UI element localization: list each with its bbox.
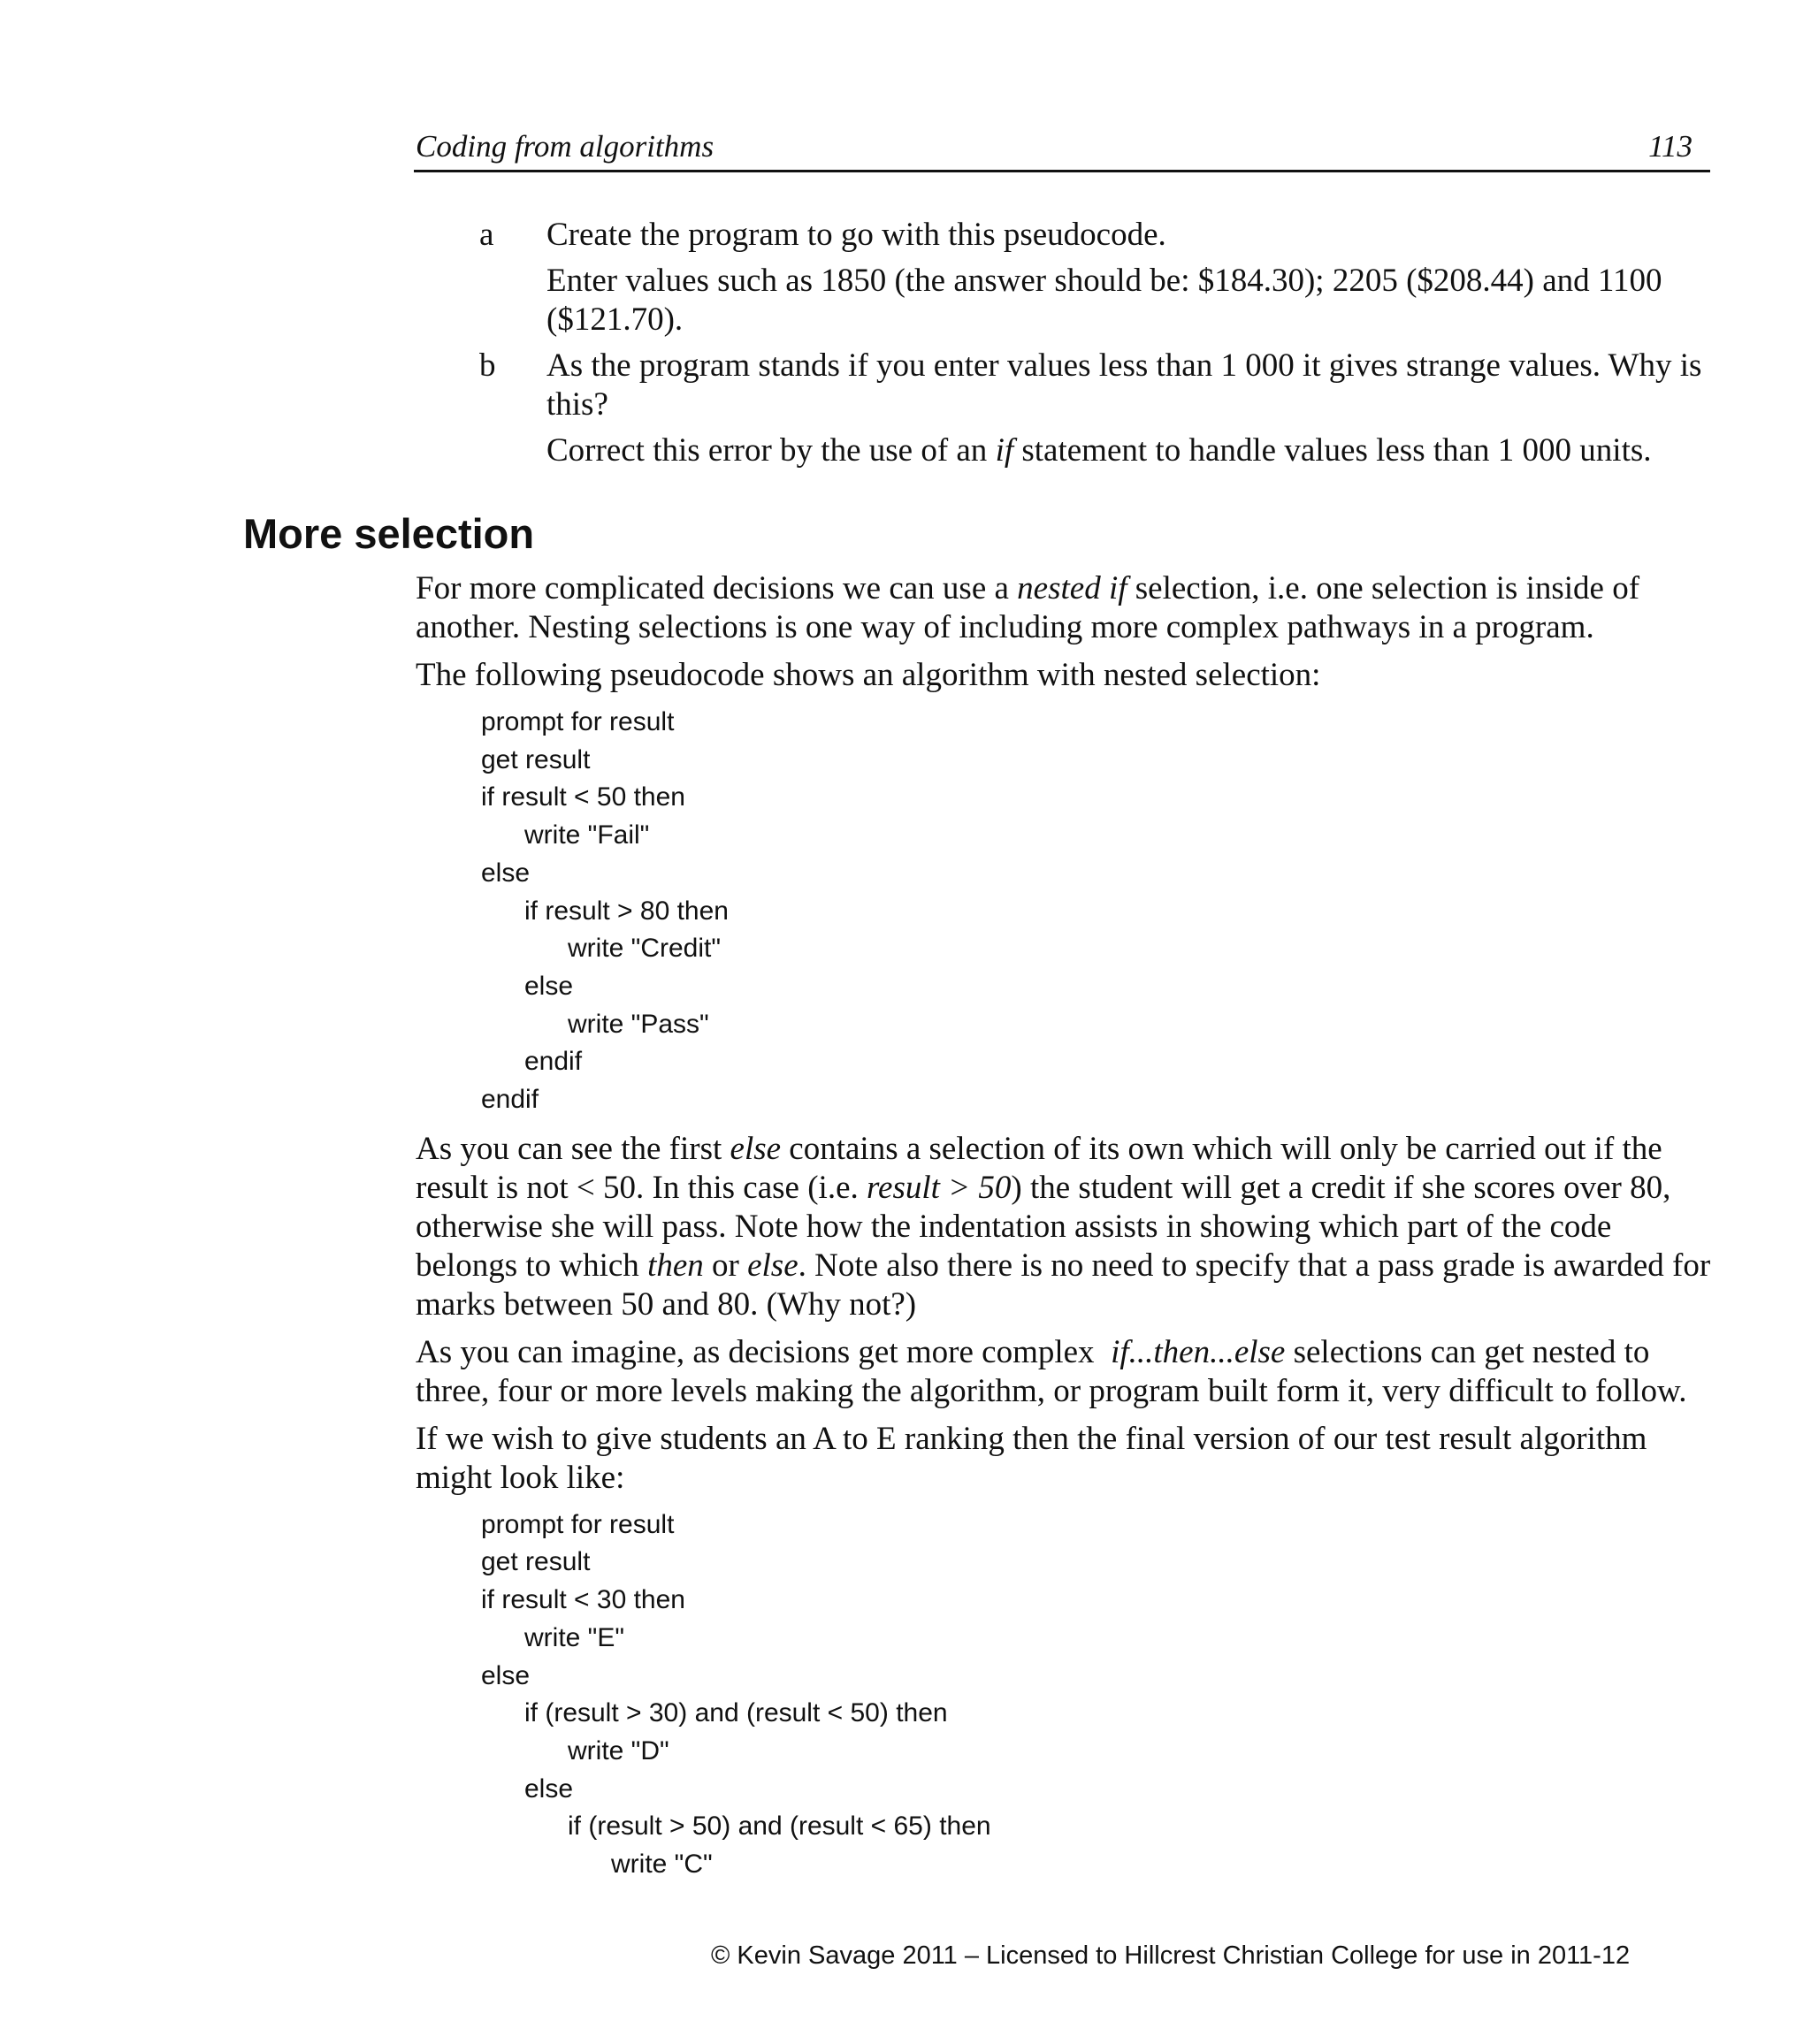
code-line: get result: [481, 1547, 591, 1577]
code-line: get result: [481, 744, 591, 774]
item-text: As the program stands if you enter values less than 1 000 it gives strange values. Why is this?: [546, 347, 1702, 423]
code-line: write "D": [568, 1735, 669, 1766]
paragraph: For more complicated decisions we can use a nested if selection, i.e. one selection is inside of another. Nesting selections is one way of including more complex pathways in a program.: [416, 570, 1640, 645]
code-line: prompt for result: [481, 707, 675, 736]
code-line: write "Credit": [568, 934, 721, 964]
code-line: write "E": [524, 1622, 624, 1652]
pseudocode-block-2: [481, 1506, 1715, 1884]
code-line: else: [481, 1660, 531, 1690]
item-letter: a: [479, 217, 494, 253]
code-line: if result < 30 then: [481, 1585, 685, 1615]
copyright-footer: © Kevin Savage 2011 – Licensed to Hillcrest Christian College for use in 2011-12: [711, 1941, 1631, 1970]
code-line: write "Pass": [568, 1009, 709, 1039]
item-letter: b: [479, 347, 496, 384]
code-line: if (result > 30) and (result < 50) then: [524, 1698, 948, 1728]
exercise-item-b: [479, 347, 1717, 470]
code-line: else: [481, 858, 531, 888]
code-line: write "Fail": [524, 820, 650, 850]
code-line: prompt for result: [481, 1509, 675, 1539]
section-body: [416, 569, 1715, 1895]
paragraph: As you can see the first else contains a selection of its own which will only be carried out if the result is not < 50. In this case (i.e. result > 50) the student will get a credit if she scores over 80, otherwise she will pass. Note how the indentation assists in showing which part of the code belongs to which then or else. Note also there is no need to specify that a pass grade is awarded for marks between 50 and 80. (Why not?): [416, 1130, 1711, 1323]
code-line: else: [524, 1773, 574, 1804]
page-number: 113: [1648, 129, 1693, 164]
exercise-list: [479, 216, 1717, 477]
paragraph: As you can imagine, as decisions get more complex if...then...else selections can get nested to three, four or more levels making the algorithm, or program built form it, very difficult to follow.: [416, 1333, 1687, 1409]
item-text: Correct this error by the use of an if statement to handle values less than 1 000 units.: [546, 432, 1652, 469]
section-heading: More selection: [243, 510, 535, 557]
code-line: write "C": [611, 1850, 713, 1880]
paragraph: The following pseudocode shows an algorithm with nested selection:: [416, 657, 1321, 693]
paragraph: If we wish to give students an A to E ranking then the final version of our test result algorithm might look like:: [416, 1420, 1647, 1496]
code-line: if (result > 50) and (result < 65) then: [568, 1811, 991, 1842]
item-text: Enter values such as 1850 (the answer should be: $184.30); 2205 ($208.44) and 1100 ($121.70).: [546, 263, 1662, 338]
code-line: endif: [481, 1085, 539, 1115]
code-line: if result < 50 then: [481, 782, 685, 812]
running-header: [414, 129, 1710, 172]
pseudocode-block-1: [481, 704, 1715, 1119]
code-line: endif: [524, 1047, 583, 1077]
item-text: Create the program to go with this pseudocode.: [546, 217, 1166, 253]
chapter-title: Coding from algorithms: [416, 129, 714, 164]
code-line: else: [524, 971, 574, 1001]
exercise-item-a: [479, 216, 1717, 339]
code-line: if result > 80 then: [524, 896, 729, 926]
